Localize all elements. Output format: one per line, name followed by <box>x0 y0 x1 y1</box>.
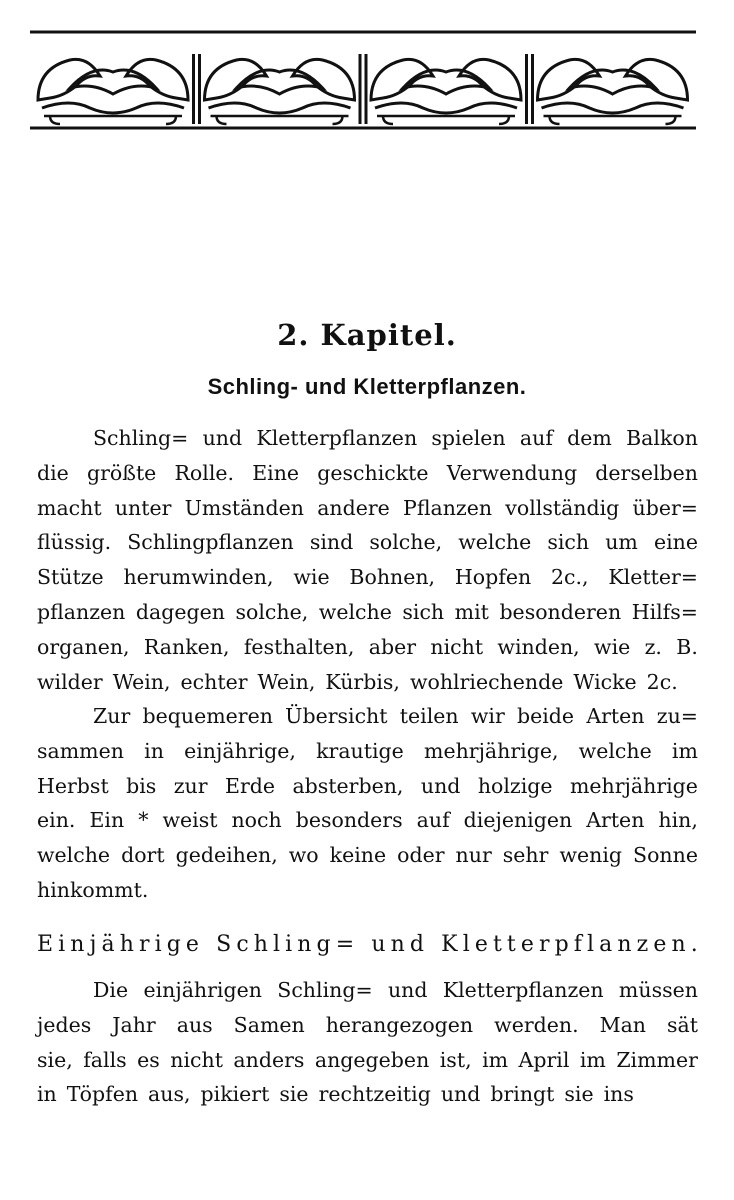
heading-letter: g <box>166 932 181 957</box>
word: organen, <box>37 634 130 659</box>
word: gedeihen, <box>175 843 278 868</box>
heading-letter <box>204 926 211 964</box>
word: und <box>420 773 461 798</box>
word: jedes <box>37 1012 92 1037</box>
word: B. <box>676 634 698 659</box>
word: wir <box>470 704 505 728</box>
word: vollständig <box>505 495 620 520</box>
word: Arten <box>586 808 645 833</box>
word: welche <box>318 600 392 624</box>
heading-letter: . <box>690 932 698 957</box>
word: dagegen <box>135 600 225 624</box>
heading-letter: u <box>371 932 386 957</box>
word: im <box>482 1047 509 1072</box>
heading-letter: l <box>273 932 281 957</box>
word: einjährige, <box>184 738 296 763</box>
word: auf <box>416 808 450 833</box>
word: Umständen <box>184 495 304 520</box>
text-line <box>93 698 698 734</box>
word: Arten <box>586 704 645 728</box>
text-line <box>37 455 698 491</box>
word: Samen <box>233 1012 305 1037</box>
word: Wicke <box>573 669 637 694</box>
text-line <box>37 1076 698 1112</box>
word: einjährigen <box>143 978 262 1002</box>
word: Man <box>599 1012 647 1037</box>
text-line <box>37 524 698 560</box>
word: noch <box>231 808 282 833</box>
word: über= <box>632 495 698 520</box>
word: macht <box>37 495 102 520</box>
ornament-motif <box>371 59 521 124</box>
word: es <box>137 1047 160 1072</box>
heading-letter: a <box>599 932 613 957</box>
heading-letter: S <box>216 932 232 957</box>
word: Eine <box>252 460 300 485</box>
heading-letter: p <box>554 932 569 957</box>
word: und <box>202 426 243 450</box>
text-line <box>37 768 698 804</box>
text-line <box>93 972 698 1008</box>
ornament-divider <box>360 54 366 124</box>
heading-letter: j <box>89 932 97 957</box>
word: angegeben <box>314 1047 430 1072</box>
word: Sonne <box>633 843 698 868</box>
word: um <box>605 530 638 555</box>
word: Töpfen <box>66 1082 139 1107</box>
heading-letter: t <box>492 932 502 957</box>
word: solche, <box>369 530 443 555</box>
word: Rolle. <box>174 460 235 485</box>
heading-letter: f <box>573 932 582 957</box>
word: welche <box>578 738 652 763</box>
word: andere <box>317 495 390 520</box>
word: pflanzen <box>37 600 126 624</box>
word: April <box>518 1047 570 1072</box>
word: Jahr <box>112 1012 156 1037</box>
word: größte <box>86 460 157 485</box>
word: wohlriechende <box>409 669 564 694</box>
word: echter <box>180 669 248 694</box>
heading-letter: = <box>335 932 355 957</box>
text-line <box>37 837 698 873</box>
word: bringt <box>490 1082 555 1107</box>
word: pikiert <box>200 1082 270 1107</box>
word: Zur <box>93 704 131 728</box>
word: aber <box>368 634 417 659</box>
chapter-subtitle: Schling- und Kletterpflanzen. <box>207 374 527 399</box>
word: sehr <box>502 843 549 868</box>
word: hin, <box>658 808 698 833</box>
word: falls <box>83 1047 127 1072</box>
decorative-header-border <box>30 28 696 134</box>
heading-letter: g <box>316 932 331 957</box>
heading-letter: n <box>297 932 312 957</box>
word: im <box>671 738 698 763</box>
word: in <box>144 738 164 763</box>
word: nicht <box>170 1047 223 1072</box>
word: teilen <box>399 704 459 728</box>
text-line <box>37 664 698 700</box>
word: ist, <box>439 1047 472 1072</box>
word: sind <box>309 530 354 555</box>
ornament-motif <box>538 59 688 124</box>
heading-letter: c <box>236 932 249 957</box>
heading-letter: i <box>58 932 66 957</box>
ornament-motif <box>38 59 188 124</box>
word: nur <box>455 843 492 868</box>
word: und <box>440 1082 481 1107</box>
word: Ein <box>89 808 125 833</box>
heading-letter <box>429 926 436 964</box>
word: auf <box>519 426 553 450</box>
heading-letter: n <box>617 932 632 957</box>
word: absterben, <box>292 773 404 798</box>
word: herumwinden, <box>123 565 274 590</box>
word: Herbst <box>37 773 109 798</box>
word: Stütze <box>37 565 104 590</box>
word: zu= <box>656 704 698 728</box>
heading-letter: h <box>119 932 134 957</box>
text-line <box>37 594 698 630</box>
word: besonders <box>295 808 403 833</box>
heading-letter: r <box>138 932 150 957</box>
ornament-divider <box>527 54 533 124</box>
heading-letter: z <box>636 932 649 957</box>
word: 2c., <box>550 565 589 590</box>
heading-letter: r <box>538 932 550 957</box>
word: winden, <box>497 634 580 659</box>
word: oder <box>397 843 445 868</box>
word: welche <box>37 843 111 868</box>
word: diejenigen <box>463 808 573 833</box>
word: dem <box>567 426 612 450</box>
text-line <box>37 1007 698 1043</box>
word: Kletterpflanzen <box>442 978 604 1002</box>
word: nicht <box>430 634 484 659</box>
word: Verwendung <box>446 460 578 485</box>
word: Zimmer <box>616 1047 698 1072</box>
word: sie, <box>37 1047 73 1072</box>
word: solche, <box>235 600 309 624</box>
word: bis <box>126 773 157 798</box>
word: dort <box>121 843 165 868</box>
heading-letter: l <box>587 932 595 957</box>
heading-letter <box>359 926 366 964</box>
word: Erde <box>224 773 276 798</box>
word: spielen <box>431 426 506 450</box>
word: sät <box>667 1012 698 1037</box>
word: wie <box>293 565 330 590</box>
word: die <box>37 460 69 485</box>
word: weist <box>162 808 218 833</box>
word: Die <box>93 978 129 1002</box>
word: Schlingpflanzen <box>127 530 294 555</box>
word: derselben <box>595 460 698 485</box>
word: aus <box>176 1012 213 1037</box>
section-heading <box>37 926 698 964</box>
word: wilder <box>37 669 103 694</box>
word: ins <box>603 1082 634 1107</box>
word: unter <box>114 495 172 520</box>
ornament-divider <box>194 54 200 124</box>
word: aus, <box>148 1082 191 1107</box>
word: wenig <box>559 843 623 868</box>
word: * <box>138 808 149 833</box>
word: sich <box>402 600 445 624</box>
word: eine <box>653 530 698 555</box>
word: mehrjährige, <box>424 738 559 763</box>
heading-letter: e <box>185 932 199 957</box>
word: Ranken, <box>143 634 230 659</box>
word: z. <box>644 634 662 659</box>
word: krautige <box>316 738 404 763</box>
heading-letter: i <box>154 932 162 957</box>
word: Wein, <box>112 669 171 694</box>
word: sie <box>279 1082 309 1107</box>
heading-letter: E <box>37 932 54 957</box>
word: müssen <box>618 978 698 1002</box>
word: welche <box>458 530 532 555</box>
word: Kürbis, <box>325 669 400 694</box>
heading-letter: n <box>390 932 405 957</box>
ornament-motif <box>205 59 355 124</box>
word: Balkon <box>626 426 698 450</box>
word: Bohnen, <box>349 565 436 590</box>
word: herangezogen <box>325 1012 474 1037</box>
heading-letter: n <box>70 932 85 957</box>
word: beide <box>517 704 575 728</box>
word: wo <box>288 843 319 868</box>
heading-letter: e <box>653 932 667 957</box>
word: Kletter= <box>608 565 698 590</box>
word: sie <box>564 1082 594 1107</box>
text-line <box>37 559 698 595</box>
word: festhalten, <box>243 634 355 659</box>
word: Hopfen <box>454 565 532 590</box>
heading-letter: n <box>671 932 686 957</box>
word: zur <box>173 773 208 798</box>
heading-letter: ä <box>101 932 115 957</box>
heading-letter: d <box>409 932 424 957</box>
word: und <box>387 978 428 1002</box>
word: Hilfs= <box>631 600 698 624</box>
word: Schling= <box>93 426 189 450</box>
heading-letter: e <box>474 932 488 957</box>
text-line <box>37 1042 698 1078</box>
word: im <box>579 1047 606 1072</box>
word: anders <box>233 1047 305 1072</box>
word: ein. <box>37 808 76 833</box>
word: Wein, <box>257 669 316 694</box>
heading-letter: e <box>520 932 534 957</box>
word: Pflanzen <box>403 495 493 520</box>
heading-letter: t <box>506 932 516 957</box>
word: keine <box>329 843 387 868</box>
word: rechtzeitig <box>318 1082 431 1107</box>
word: sammen <box>37 738 124 763</box>
word: geschickte <box>317 460 429 485</box>
text-line <box>37 629 698 665</box>
text-line <box>37 490 698 526</box>
word: Schling= <box>277 978 373 1002</box>
text-line <box>93 420 698 456</box>
word: mehrjährige <box>569 773 698 798</box>
word: holzige <box>477 773 553 798</box>
word: bequemeren <box>142 704 273 728</box>
word: werden. <box>494 1012 579 1037</box>
word: sich <box>547 530 590 555</box>
heading-letter: K <box>441 932 458 957</box>
word: hinkommt. <box>37 878 149 902</box>
word: in <box>37 1082 57 1107</box>
text-line <box>37 733 698 769</box>
chapter-title: 2. Kapitel. <box>277 318 457 352</box>
word: 2c. <box>646 669 678 694</box>
word: Kletterpflanzen <box>256 426 418 450</box>
word: besonderen <box>499 600 622 624</box>
heading-letter: h <box>253 932 268 957</box>
text-line <box>37 872 698 908</box>
heading-letter: i <box>285 932 293 957</box>
word: wie <box>594 634 631 659</box>
text-line <box>37 802 698 838</box>
word: mit <box>454 600 489 624</box>
heading-letter: l <box>462 932 470 957</box>
word: flüssig. <box>37 530 112 555</box>
word: Übersicht <box>285 704 388 728</box>
